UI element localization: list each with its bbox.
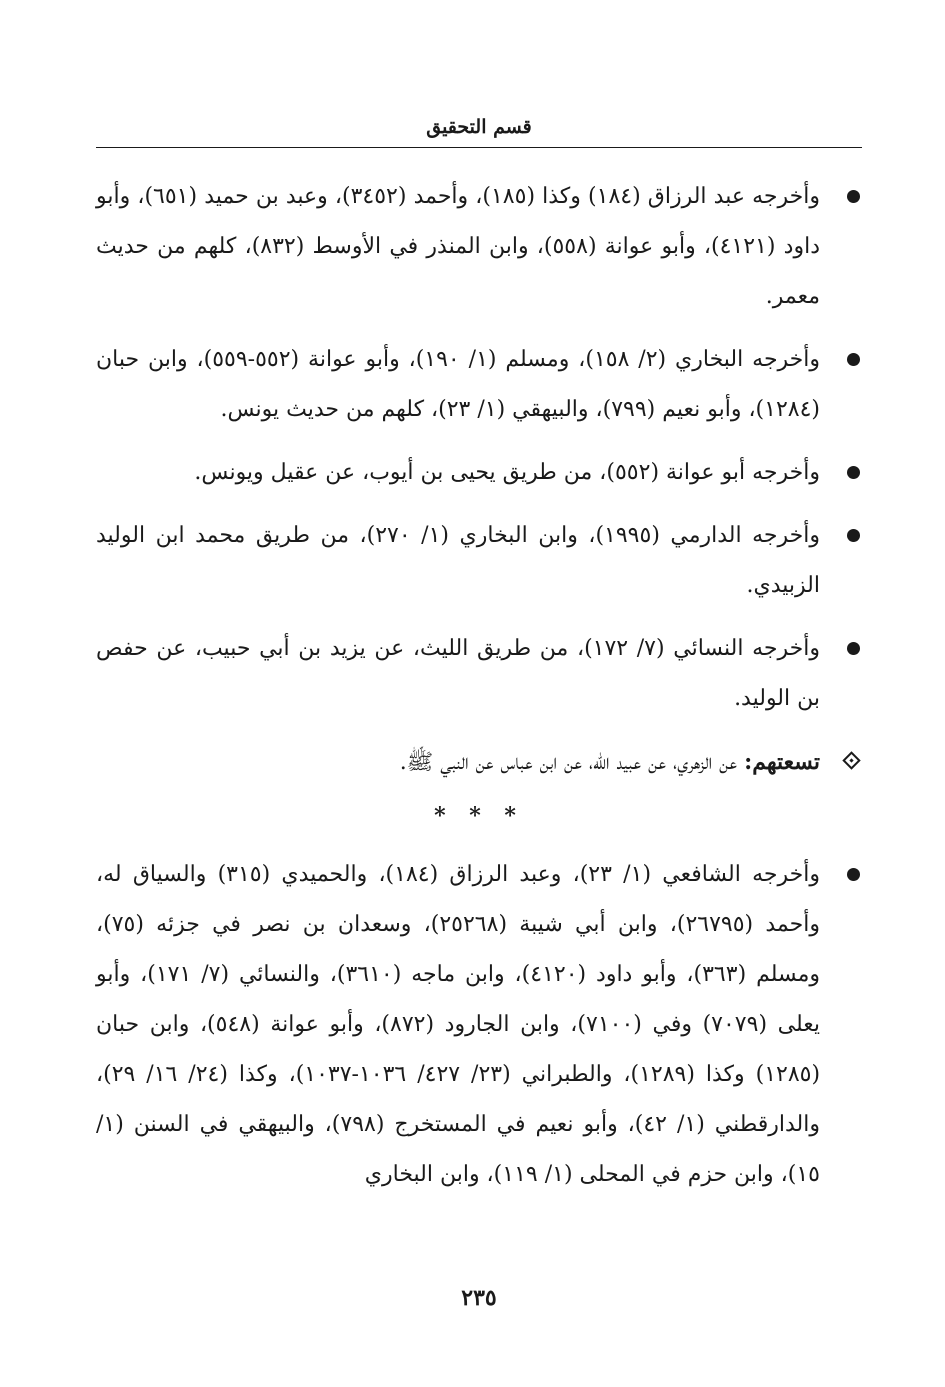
bullet-icon	[847, 529, 860, 542]
citation-entry	[96, 448, 862, 498]
citation-text: وأخرجه عبد الرزاق (١٨٤) وكذا (١٨٥)، وأحمد (٣٤٥٢)، وعبد بن حميد (٦٥١)، وأبو داود (٤١٢١)، وأبو عوانة (٥٥٨)، وابن المنذر في الأوسط (٨٣٢)، كلهم من حديث معمر.	[96, 184, 821, 309]
page-number: ٢٣٥	[461, 1285, 497, 1311]
bullet-icon	[847, 466, 860, 479]
citation-text: وأخرجه النسائي (٧/ ١٧٢)، من طريق الليث، عن يزيد بن أبي حبيب، عن حفص بن الوليد.	[96, 636, 820, 711]
citation-entry	[96, 850, 862, 1200]
summary-label: تسعتهم:	[744, 749, 820, 775]
citation-entry	[96, 335, 862, 435]
page-body	[96, 172, 862, 1213]
citation-text: وأخرجه الدارمي (١٩٩٥)، وابن البخاري (١/ ٢٧٠)، من طريق محمد ابن الوليد الزبيدي.	[96, 523, 821, 598]
citation-text: وأخرجه البخاري (٢/ ١٥٨)، ومسلم (١/ ١٩٠)، وأبو عوانة (٥٥٢-٥٥٩)، وابن حبان (١٢٨٤)، وأبو نعيم (٧٩٩)، والبيهقي (١/ ٢٣)، كلهم من حديث يونس.	[96, 347, 821, 422]
section-separator: * * *	[434, 803, 524, 829]
book-page	[96, 0, 862, 1387]
citation-entry	[96, 511, 862, 611]
citation-text: وأخرجه أبو عوانة (٥٥٢)، من طريق يحيى بن أيوب، عن عقيل ويونس.	[194, 460, 820, 485]
citation-entry	[96, 624, 862, 724]
diamond-bullet-icon	[842, 751, 860, 769]
running-header: قسم التحقيق	[426, 116, 532, 138]
bullet-icon	[847, 868, 860, 881]
citation-entry	[96, 172, 862, 322]
citation-text: وأخرجه الشافعي (١/ ٢٣)، وعبد الرزاق (١٨٤)، والحميدي (٣١٥) والسياق له، وأحمد (٢٦٧٩٥)، وابن أبي شيبة (٢٥٢٦٨)، وسعدان بن نصر في جزئه (٧٥)، ومسلم (٣٦٣)، وأبو داود (٤١٢٠)، وابن ماجه (٣٦١٠)، والنسائي (٧/ ١٧١)، وأبو يعلى (٧٠٧٩) وفي (٧١٠٠)، وابن الجارود (٨٧٢)، وأبو عوانة (٥٤٨)، وابن حبان (١٢٨٥) وكذا (١٢٨٩)، والطبراني (٢٣/ ٤٢٧/ ١٠٣٦-١٠٣٧)، وكذا (٢٤/ ١٦/ ٢٩)، والدارقطني (١/ ٤٢)، وأبو نعيم في المستخرج (٧٩٨)، والبيهقي في السنن (١/ ١٥)، وابن حزم في المحلى (١/ ١١٩)، وابن البخاري	[96, 862, 821, 1187]
header-rule	[96, 147, 862, 148]
bullet-icon	[847, 353, 860, 366]
bullet-icon	[847, 190, 860, 203]
chain-summary	[96, 737, 862, 788]
bullet-icon	[847, 642, 860, 655]
summary-text: عن الزهري، عن عبيد الله، عن ابن عباس عن النبي ﷺ.	[399, 750, 745, 775]
